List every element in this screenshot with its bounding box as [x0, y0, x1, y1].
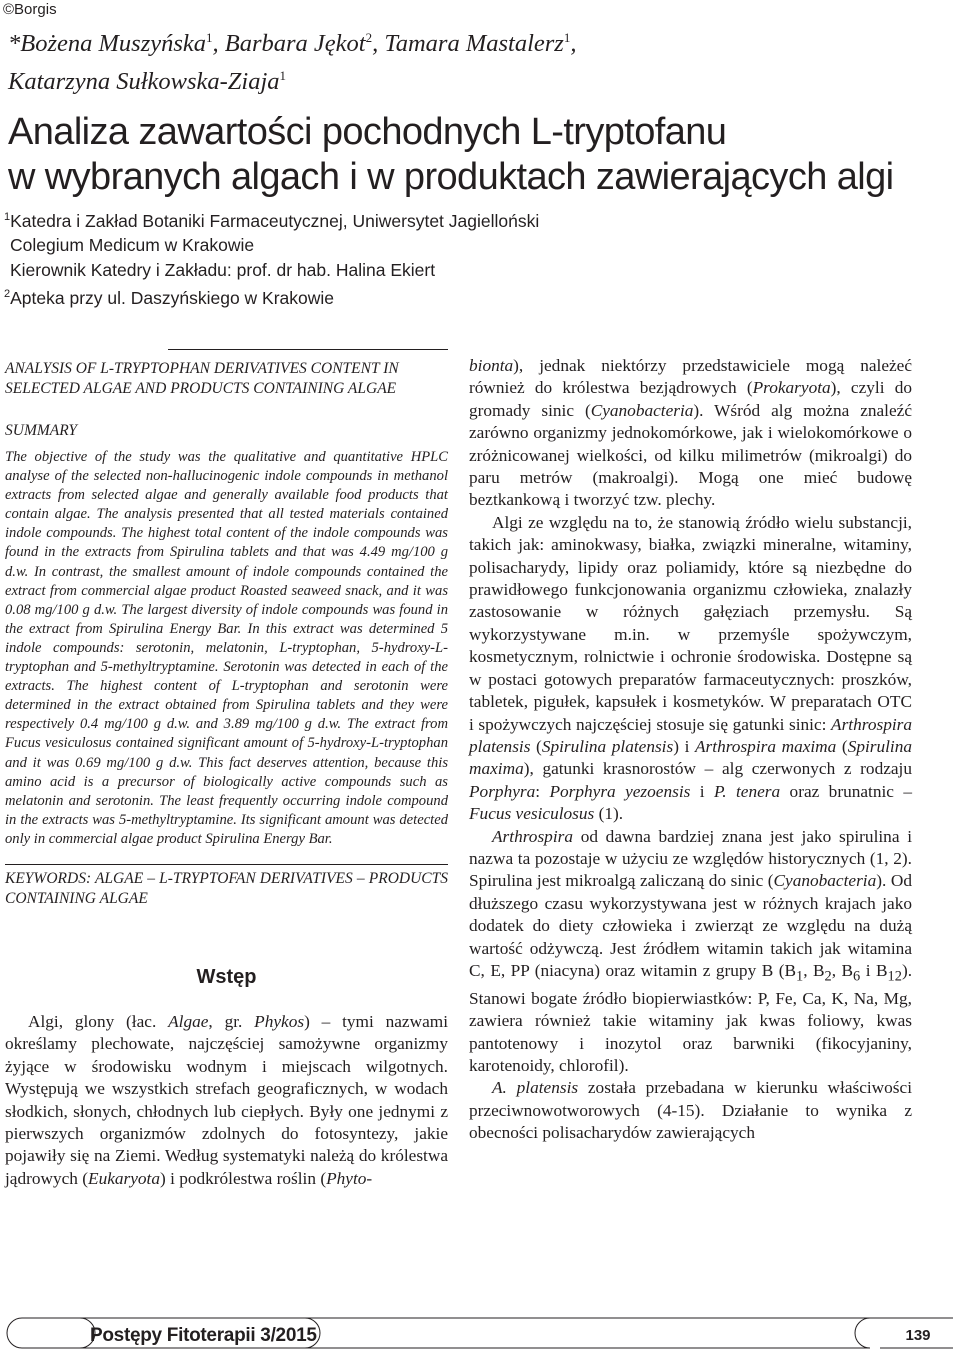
taxon-term: Phyto- — [326, 1168, 373, 1188]
body-paragraph — [469, 1077, 912, 1144]
text-run: , B — [831, 960, 854, 980]
author-name: *Bożena Muszyńska — [8, 30, 207, 58]
intro-paragraph — [5, 1011, 448, 1190]
author-list — [8, 22, 948, 98]
taxon-term: Cyanobacteria — [590, 400, 694, 420]
species-name: A. platensis — [492, 1078, 579, 1098]
abstract-top-rule — [168, 349, 448, 350]
subscript: 2 — [824, 968, 832, 985]
affiliation-mark: 2 — [365, 30, 373, 45]
text-run: , gr. — [208, 1011, 255, 1031]
text-run: Algi ze względu na to, że stanowią źródło wielu substancji, takich jak: aminokwasy, białka, związki mineralne, witaminy, polisacharydy, lipidy oraz poliamidy, które są niezbędne do prawidłowego funkcjonowania organizmu człowieka, znalazły zastosowanie w różnych gałęziach przemysłu. Są wykorzystywane m.in. w przemyśle spożywczym, kosmetycznym, rolnictwie i ochronie środowiska. Dostępne są w postaci gotowych preparatów farmaceutycznych: proszków, tabletek, pigułek, kapsułek i kosmetyków. W preparatach OTC i spożywczych najczęściej stosuje się gatunki sinic: — [469, 512, 912, 734]
text-run: ). Stanowi bogate źródło biopierwiastków: P, Fe, Ca, K, Na, Mg, zawiera również takie witaminy jak kwas foliowy, kwas pantotenowy i inozytol oraz barwniki (fikocyjaniny, karotenoidy, chlorofil). — [469, 960, 913, 1076]
text-run: ) – tymi nazwami określamy plechowate, najczęściej samożywne organizmy żyjące w środowisku wodnym i miejscach wilgotnych. Występują we wszystkich strefach geograficznych, w wodach słodkich, słonych, chłodnych lub ciepłych. Były one jednymi z pierwszych organizmów zdolnych do fotosyntezy, jakie pojawiły się na Ziemi. Według systematyki należą do królestwa jądrowych ( — [5, 1011, 448, 1188]
text-run: ). Wśród alg można znaleźć zarówno organizmy jednokomórkowe, jak i wielokomórkowe o zróżnicowanej wielkości, od kilku milimetrów (mikroalgi) do paru metrów (makroalgi). Mogą one mieć budowę beztkankową i tworzyć tzw. plechy. — [469, 400, 912, 510]
keywords-rule — [5, 864, 448, 865]
text-run: , B — [803, 960, 825, 980]
taxon-term: Eukaryota — [88, 1168, 161, 1188]
affiliation-line — [4, 205, 804, 233]
text-run: oraz brunatnic – — [780, 781, 912, 801]
affiliations — [4, 205, 804, 311]
journal-name: Postępy Fitoterapii 3/2015 — [90, 1325, 317, 1346]
text-run: ), gatunki krasnorostów – alg czerwonych z rodzaju — [523, 759, 912, 779]
keywords: KEYWORDS: ALGAE – L-TRYPTOFAN DERIVATIVES – PRODUCTS CONTAINING ALGAE — [5, 869, 448, 907]
text-run: od dawna bardziej znana jest jako spirulina i nazwa ta pozostaje w użyciu ze względów historycznych (1, 2). Spirulina jest mikroalgą zaliczaną do sinic ( — [469, 826, 912, 891]
text-run: Algi, glony (łac. — [28, 1011, 169, 1031]
left-column — [5, 349, 448, 1190]
subscript: 12 — [887, 968, 902, 985]
body-paragraph — [469, 355, 912, 512]
text-run: ) i — [673, 736, 695, 756]
affiliation-mark: 2 — [4, 288, 11, 301]
text-run: została przebadana w kierunku właściwości przeciwnowotworowych (4-15). Działanie to wynika z obecności polisacharydów zawierających — [469, 1078, 912, 1143]
page-footer — [0, 1316, 960, 1351]
text-run: i B — [860, 960, 888, 980]
text-run: ) i podkrólestwa roślin ( — [160, 1168, 327, 1188]
text-run: ), jednak niektórzy przedstawiciele mogą należeć również do królestwa bezjądrowych ( — [469, 356, 912, 398]
subscript: 6 — [853, 968, 861, 985]
text-run: ( — [530, 736, 542, 756]
genus-name: Arthrospira — [492, 826, 573, 846]
species-name: Porphyra yezoensis — [549, 781, 691, 801]
greek-term: Phykos — [254, 1011, 305, 1031]
text-run: ). Od dłuższego czasu wykorzystywana jest w różnych krajach jako dodatek do diety człowieka i zwierząt ze względu na dużą wartość odżywczą. Jest źródłem witamin takich jak witamina C, E, PP (niacyna) oraz witamin z grupy B (B — [469, 871, 912, 980]
taxon-term: Prokaryota — [752, 378, 831, 398]
affiliation-text: Apteka przy ul. Daszyńskiego w Krakowie — [10, 288, 335, 309]
species-name: Fucus vesiculosus — [469, 804, 595, 824]
author-name: , Tamara Mastalerz — [372, 30, 564, 58]
text-run: : — [535, 781, 550, 801]
latin-term: Algae — [168, 1011, 209, 1031]
taxon-term: Cyanobacteria — [773, 871, 877, 891]
page-number: 139 — [905, 1327, 931, 1344]
affiliation-mark: 1 — [4, 211, 11, 223]
copyright-notice: ©Borgis — [3, 1, 57, 18]
body-paragraph — [469, 826, 912, 1078]
affiliation-line — [4, 282, 804, 310]
species-name: Spirulina maxima — [469, 736, 913, 779]
author-separator: , — [570, 30, 577, 58]
taxon-term: bionta — [469, 356, 514, 375]
affiliation-mark: 1 — [563, 30, 571, 45]
species-name: P. tenera — [713, 781, 781, 801]
species-name: Arthrospira maxima — [695, 736, 837, 756]
text-run: ( — [836, 736, 848, 756]
title-line: w wybranych algach i w produktach zawierających algi — [8, 156, 894, 198]
summary-text: The objective of the study was the qualitative and quantitative HPLC analyse of the selected non-hallucinogenic indole compounds in methanol extracts from selected algae and generally available food products that contain algae. The analysis presented that all tested materials contained indole compounds. The highest total content of the indole compounds was found in the extracts from Spirulina tablets and that was 4.49 mg/100 g d.w. In contrast, the smallest amount of indole compounds contained the extract from commercial algae product Roasted seaweed snack, and it was 0.08 mg/100 g d.w. The largest diversity of indole compounds was found in the extract from Spirulina Energy Bar. In this extract was determined 5 indole compounds: serotonin, melatonin, L-tryptophan, 5-hydroxy-L-tryptophan and 5-methyltryptamine. Serotonin was detected in each of the extracts. The highest content of L-tryptophan and serotonin were determined in the extract obtained from Spirulina tablets and they were respectively 0.4 mg/100 g d.w. and 3.89 mg/100 g d.w. The extract from Fucus vesiculosus contained significant amount of 5-hydroxy-L-tryptophan and it was 0.69 mg/100 g d.w. This fact deserves attention, because this amino acid is a precursor of biologically active compounds such as melatonin and serotonin. The least frequently occurring indole compound in the extracts was 5-methyltryptamine. Its significant amount was detected only in commercial algae product Spirulina Energy Bar. — [5, 449, 448, 847]
text-run: i — [690, 781, 714, 801]
right-column — [469, 355, 912, 1145]
text-run: ), czyli do gromady sinic ( — [469, 378, 912, 420]
summary-heading: SUMMARY — [5, 422, 78, 439]
affiliation-line: Colegium Medicum w Krakowie — [10, 235, 255, 256]
subscript: 1 — [795, 968, 804, 985]
affiliation-mark: 1 — [206, 30, 213, 45]
title-line: Analiza zawartości pochodnych L-tryptofanu — [8, 111, 727, 153]
text-run: (1). — [594, 804, 624, 824]
affiliation-mark: 1 — [279, 68, 287, 84]
species-name: Spirulina platensis — [541, 736, 674, 756]
affiliation-text: Katedra i Zakład Botaniki Farmaceutycznej, Uniwersytet Jagielloński — [10, 210, 540, 231]
abstract-title: ANALYSIS OF L-TRYPTOPHAN DERIVATIVES CONTENT IN SELECTED ALGAE AND PRODUCTS CONTAINING ALGAE — [5, 360, 399, 397]
author-name: , Barbara Jękot — [212, 30, 366, 58]
genus-name: Porphyra — [469, 781, 536, 801]
species-name: Arthrospira platensis — [469, 714, 912, 756]
article-title — [8, 110, 958, 200]
author-name: Katarzyna Sułkowska-Ziaja — [8, 68, 280, 96]
body-paragraph — [469, 512, 912, 826]
affiliation-line: Kierownik Katedry i Zakładu: prof. dr hab. Halina Ekiert — [10, 259, 436, 280]
section-heading: Wstęp — [196, 965, 257, 988]
